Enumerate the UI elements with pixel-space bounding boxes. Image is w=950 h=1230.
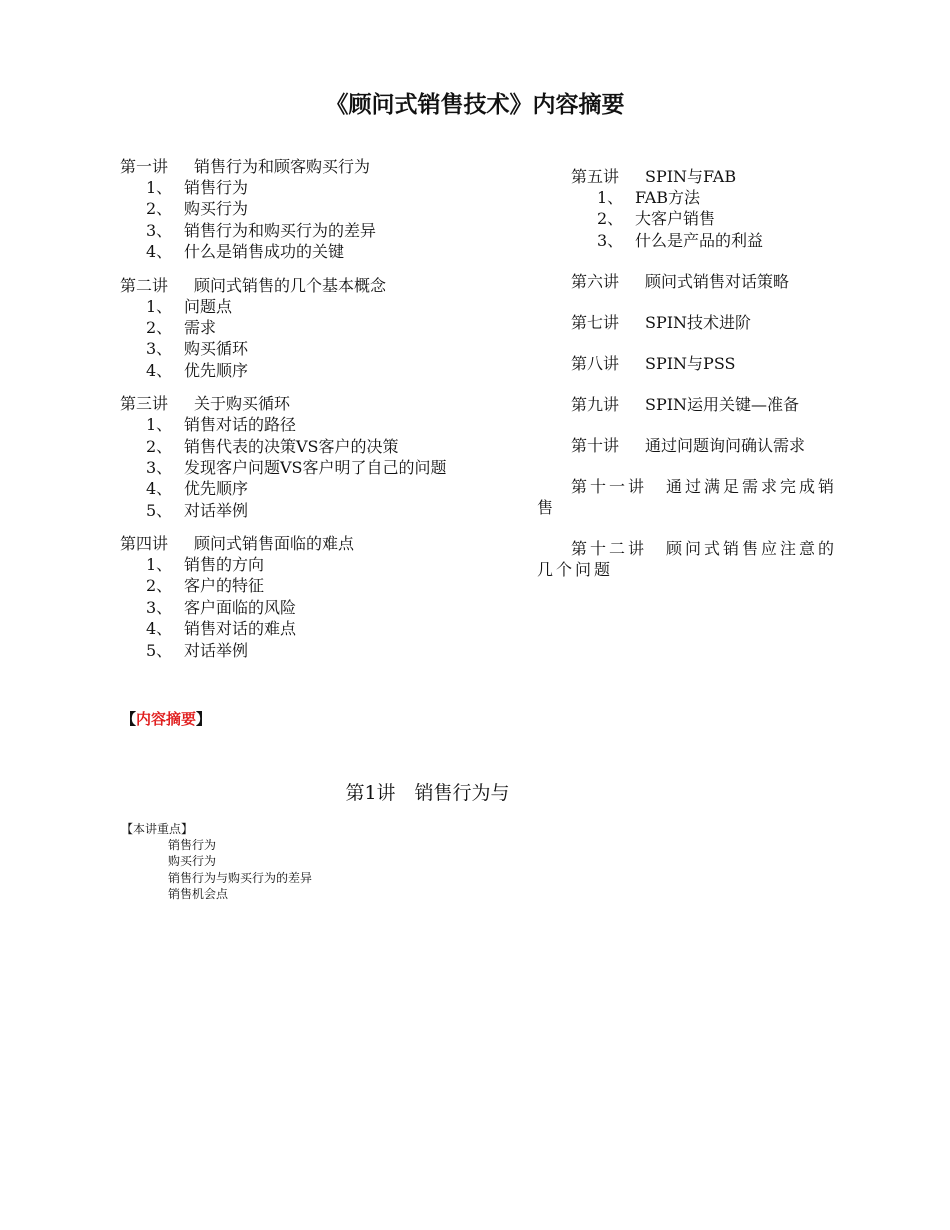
lecture-title: 销售行为和顾客购买行为 — [194, 157, 371, 176]
list-item: 4、 销售对话的难点 — [146, 619, 297, 639]
lecture-number: 第八讲 — [571, 354, 620, 374]
list-item: 3、 销售行为和购买行为的差异 — [146, 220, 377, 240]
list-item: 2、 大客户销售 — [597, 209, 716, 229]
list-item: 2、 客户的特征 — [146, 576, 265, 596]
document-title: 《顾问式销售技术》内容摘要 — [325, 92, 625, 118]
toc-right-column — [537, 166, 852, 600]
lecture-title-line: 几个问题 — [537, 560, 614, 580]
lecture-number: 第九讲 — [571, 395, 620, 415]
lecture-number: 第二讲 — [120, 275, 169, 295]
lecture-9 — [537, 394, 852, 415]
lecture-heading — [120, 533, 520, 554]
list-item: 2、 需求 — [146, 317, 217, 337]
key-point-item: 销售行为与购买行为的差异 — [168, 870, 313, 885]
list-item: 5、 对话举例 — [146, 500, 249, 520]
lecture-subheading: 第1讲 销售行为与 — [345, 782, 510, 804]
lecture-6 — [537, 271, 852, 292]
lecture-title: SPIN与PSS — [645, 354, 736, 374]
lecture-title-line: 第十一讲 通过满足需求完成销 — [571, 477, 838, 497]
lecture-title-line: 售 — [537, 498, 557, 518]
lecture-number: 第三讲 — [120, 394, 169, 414]
lecture-heading — [537, 353, 852, 374]
lecture-heading — [537, 166, 852, 187]
lecture-number: 第一讲 — [120, 157, 169, 176]
lecture-2 — [120, 275, 520, 382]
lecture-title: SPIN与FAB — [645, 167, 737, 186]
lecture-heading — [537, 312, 852, 333]
list-item: 2、 销售代表的决策VS客户的决策 — [146, 436, 399, 456]
lecture-12 — [537, 538, 852, 580]
list-item: 1、 销售行为 — [146, 178, 249, 197]
lecture-8 — [537, 353, 852, 374]
list-item: 4、 优先顺序 — [146, 360, 249, 380]
summary-label: 内容摘要 — [136, 710, 197, 728]
key-point-item: 购买行为 — [168, 854, 217, 869]
list-item: 1、 销售的方向 — [146, 555, 265, 575]
lecture-title: 顾问式销售面临的难点 — [194, 534, 355, 554]
list-item: 4、 什么是销售成功的关键 — [146, 242, 345, 262]
list-item: 3、 发现客户问题VS客户明了自己的问题 — [146, 457, 447, 477]
list-item: 1、 FAB方法 — [597, 188, 701, 207]
lecture-number: 第十讲 — [571, 436, 620, 456]
lecture-7 — [537, 312, 852, 333]
lecture-title: 关于购买循环 — [194, 394, 291, 414]
lecture-title: 通过问题询问确认需求 — [645, 436, 806, 456]
lecture-5 — [537, 166, 852, 251]
list-item: 1、 问题点 — [146, 296, 233, 316]
key-point-item: 销售行为 — [168, 838, 217, 852]
lecture-1 — [120, 156, 520, 263]
key-points-heading: 【本讲重点】 — [121, 822, 194, 836]
list-item: 3、 什么是产品的利益 — [597, 230, 764, 250]
lecture-3 — [120, 393, 520, 521]
toc-left-column — [120, 156, 520, 673]
lecture-number: 第四讲 — [120, 534, 169, 554]
lecture-title-line: 第十二讲 顾问式销售应注意的 — [571, 539, 838, 559]
lecture-heading — [537, 435, 852, 456]
lecture-number: 第六讲 — [571, 272, 620, 292]
lecture-heading — [537, 394, 852, 415]
lecture-4 — [120, 533, 520, 661]
list-item: 3、 客户面临的风险 — [146, 597, 297, 617]
list-item: 5、 对话举例 — [146, 640, 249, 660]
lecture-title: SPIN运用关键—准备 — [645, 395, 800, 415]
lecture-10 — [537, 435, 852, 456]
key-points — [121, 821, 312, 902]
lecture-heading — [120, 275, 520, 296]
list-item: 1、 销售对话的路径 — [146, 415, 297, 435]
lecture-number: 第七讲 — [571, 313, 620, 333]
lecture-title: 顾问式销售的几个基本概念 — [194, 275, 387, 295]
list-item: 2、 购买行为 — [146, 199, 249, 219]
lecture-11 — [537, 476, 852, 518]
list-item: 4、 优先顺序 — [146, 479, 249, 499]
summary-marker: 【内容摘要】 — [121, 710, 212, 728]
lecture-heading — [120, 156, 520, 177]
lecture-title: SPIN技术进阶 — [645, 313, 752, 333]
lecture-heading — [120, 393, 520, 414]
key-point-item: 销售机会点 — [168, 886, 229, 901]
lecture-title: 顾问式销售对话策略 — [645, 272, 790, 292]
lecture-heading — [537, 271, 852, 292]
list-item: 3、 购买循环 — [146, 339, 249, 359]
lecture-number: 第五讲 — [571, 167, 620, 186]
